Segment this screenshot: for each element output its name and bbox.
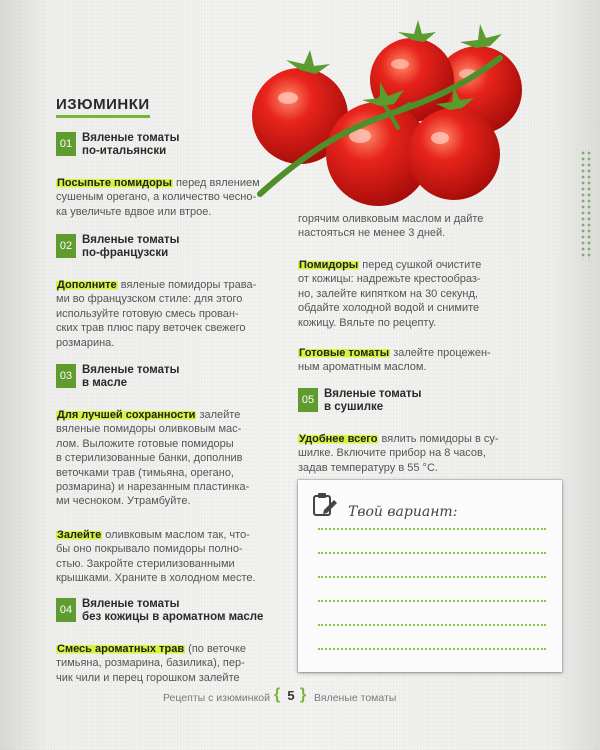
paragraph-03b: Залейте оливковым маслом так, что- бы оно покрывало помидоры полно- стью. Закройте стерилизованными крышками. Храните в холодном месте. <box>56 529 256 585</box>
note-line[interactable] <box>318 576 546 578</box>
section-title: Вяленые томаты по-итальянски <box>82 132 180 157</box>
section-title: Вяленые томаты без кожицы в ароматном масле <box>82 598 264 623</box>
highlight-text: Дополните <box>57 279 117 291</box>
section-02-header <box>56 234 179 260</box>
highlight-text: Помидоры <box>299 259 359 271</box>
notes-title: Твой вариант: <box>348 504 458 520</box>
section-number-badge: 04 <box>56 598 76 622</box>
section-title: Вяленые томаты по-французски <box>82 234 180 259</box>
section-number-badge: 02 <box>56 234 76 258</box>
section-04-header <box>56 598 263 624</box>
section-05-header <box>298 388 421 414</box>
section-01-header <box>56 132 179 158</box>
section-title: Вяленые томаты в сушилке <box>324 388 422 413</box>
footer-chapter-title: Вяленые томаты <box>314 692 397 704</box>
paragraph-01: Посыпьте помидоры перед вялением сушеным орегано, а количество чесно- ка увеличьте вдвое или втрое. <box>56 177 260 218</box>
page-footer <box>0 688 600 710</box>
section-number-badge: 05 <box>298 388 318 412</box>
paragraph-04b: Помидоры перед сушкой очистите от кожицы: надрежьте крестообраз- но, залейте кипятком на 30 секунд, обдайте холодной водой и снимите кожицу. Вяльте по рецепту. <box>298 259 482 329</box>
highlight-text: Для лучшей сохранности <box>57 409 196 421</box>
paragraph-05: Удобнее всего вялить помидоры в су- шилке. Включите прибор на 8 часов, задав температуру в 55 °С. <box>298 433 499 474</box>
highlight-text: Залейте <box>57 529 102 541</box>
edge-decoration <box>580 150 592 260</box>
page-number: 5 <box>287 688 295 703</box>
notepad-pencil-icon <box>312 492 338 518</box>
paragraph-04c: Готовые томаты залейте процежен- ным ароматным маслом. <box>298 347 491 374</box>
note-line[interactable] <box>318 648 546 650</box>
note-line[interactable] <box>318 624 546 626</box>
paragraph-03: Для лучшей сохранности залейте вяленые помидоры оливковым мас- лом. Выложите готовые помидоры в стерилизованные банки, дополнив веточками трав (тимьяна, орегано, розмарина) и нарезанным пластинка- ми чесноком. Утрамбуйте. <box>56 409 250 508</box>
note-line[interactable] <box>318 552 546 554</box>
brace-left-icon: { <box>274 686 281 703</box>
brace-right-icon: } <box>300 686 307 703</box>
section-03-header <box>56 364 179 390</box>
note-line[interactable] <box>318 528 546 530</box>
section-title: Вяленые томаты в масле <box>82 364 180 389</box>
paragraph-02: Дополните вяленые помидоры трава- ми во французском стиле: для этого используйте готовую смесь прован- ских трав плюс пару веточек свежего розмарина. <box>56 279 257 349</box>
notes-card <box>298 480 562 672</box>
section-number-badge: 01 <box>56 132 76 156</box>
highlight-text: Смесь ароматных трав <box>57 643 185 655</box>
tomatoes-image <box>240 18 540 218</box>
section-number-badge: 03 <box>56 364 76 388</box>
paragraph-04: Смесь ароматных трав (по веточке тимьяна, розмарина, базилика), пер- чик чили и перец горошком залейте <box>56 643 247 684</box>
highlight-text: Готовые томаты <box>299 347 390 359</box>
note-line[interactable] <box>318 600 546 602</box>
paragraph-04-continued: горячим оливковым маслом и дайте настояться не менее 3 дней. <box>298 213 484 240</box>
footer-book-title: Рецепты с изюминкой <box>163 692 270 704</box>
page-heading: ИЗЮМИНКИ <box>56 96 150 118</box>
highlight-text: Удобнее всего <box>299 433 378 445</box>
highlight-text: Посыпьте помидоры <box>57 177 172 189</box>
